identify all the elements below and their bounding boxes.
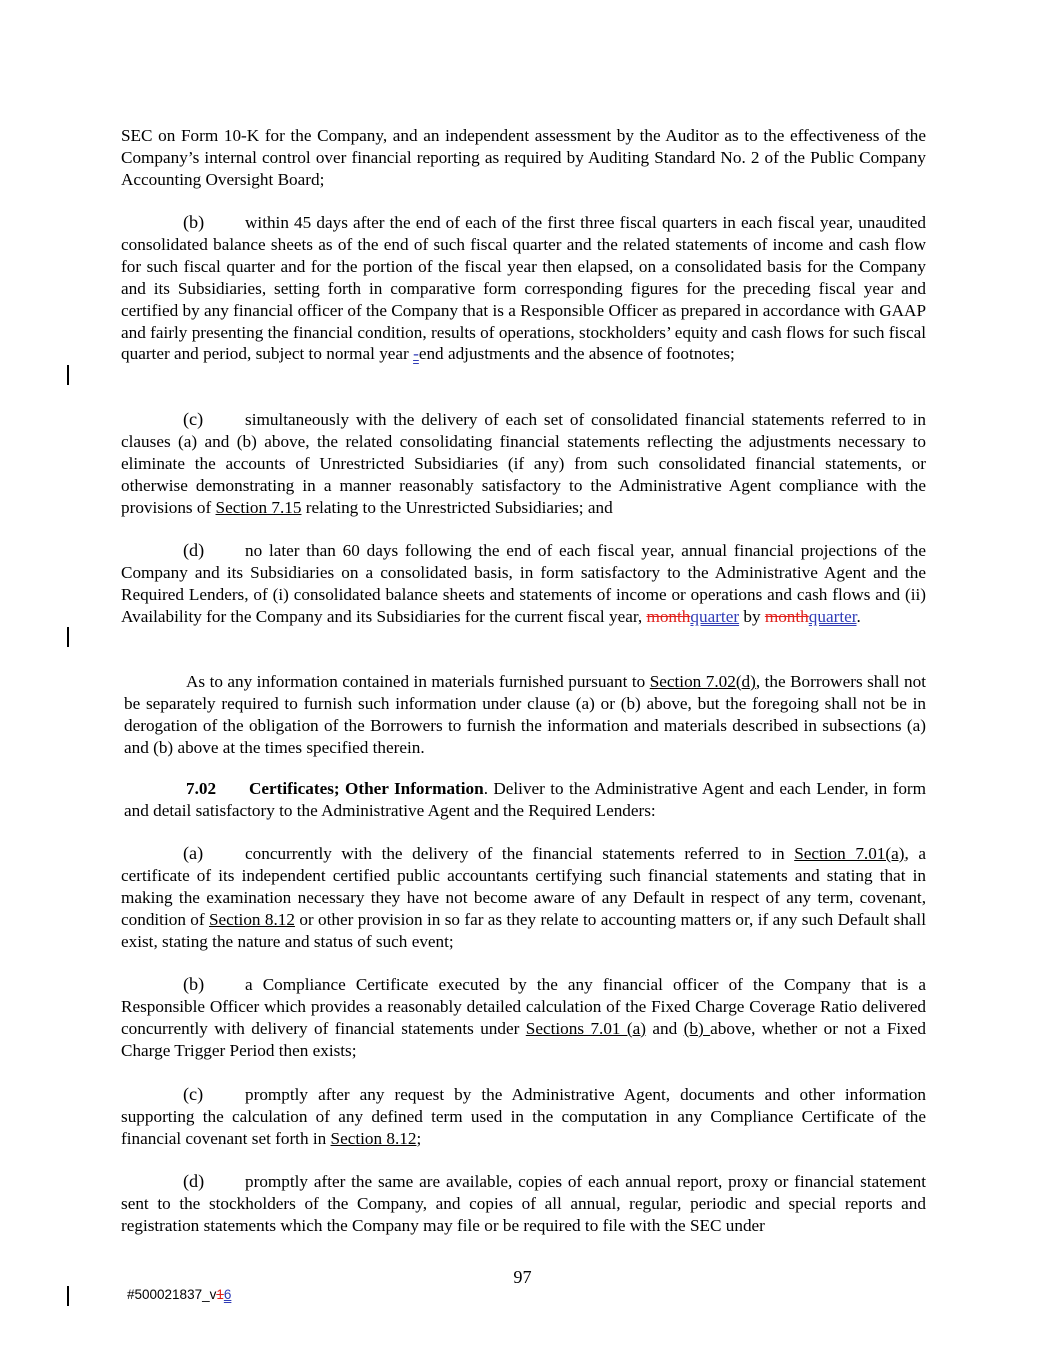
clause-text: above, whether or not a Fixed Charge Trigger Period then exists; [121, 1018, 926, 1060]
section-reference[interactable]: (b) [683, 1018, 711, 1038]
section-reference[interactable]: Section 7.02(d) [649, 672, 756, 691]
paragraph-c-consolidating [121, 409, 926, 519]
inserted-text: - [413, 344, 419, 364]
deleted-version: 1 [216, 1287, 224, 1302]
paragraph-b-compliance-certificate [121, 974, 926, 1062]
clause-text: concurrently with the delivery of the financial statements referred to in [245, 844, 795, 863]
inserted-text: quarter [808, 606, 857, 626]
section-reference[interactable]: Section 8.12 [330, 1128, 417, 1148]
clause-label: (c) [183, 409, 204, 429]
paragraph-b-financials [121, 212, 926, 365]
clause-text: simultaneously with the delivery of each set of consolidated financial statements referred to in clauses (a) and (b) above, the related consolidating financial statements reflecting the adjustments necessary to eliminate the accounts of Unrestricted Subsidiaries (if any) from such consolidated financial statements, or otherwise demonstrating in a manner reasonably satisfactory to the Administrative Agent compliance with the provisions of [121, 410, 926, 517]
page-number: 97 [513, 1267, 532, 1287]
deleted-text: month [646, 606, 691, 626]
section-reference[interactable]: Section 8.12 [208, 909, 295, 929]
inserted-version: 6 [223, 1287, 232, 1302]
clause-label: (c) [183, 1084, 204, 1104]
paragraph-a-accountant-certificate [121, 843, 926, 953]
deleted-text: month [764, 606, 809, 626]
section-heading: Certificates; Other Information [249, 779, 484, 798]
clause-text: , a certificate of its independent certified public accountants certifying such financial statements and stating that in making the examination necessary they have not become aware of any Default in respect of any term, covenant, condition of [121, 844, 926, 929]
clause-text: within 45 days after the end of each of the first three fiscal quarters in each fiscal year, unaudited consolidated balance sheets as of the end of such fiscal quarter and the related statements of income and cash flow for such fiscal quarter and for the portion of the fiscal year then elapsed, on a consolidated basis for the Company and its Subsidiaries, setting forth in comparative form corresponding figures for the preceding fiscal year and certified by any financial officer of the Company that is a Responsible Officer as prepared in accordance with GAAP and fairly presenting the financial condition, results of operations, stockholders’ equity and cash flows for such fiscal quarter and period, subject to normal year [121, 213, 926, 364]
intro-text: SEC on Form 10-K for the Company, and an independent assessment by the Auditor as to the effectiveness of the Company’s internal control over financial reporting as required by Auditing Standard No. 2 of the Public Company Accounting Oversight Board; [121, 126, 926, 189]
section-7-02 [124, 778, 926, 822]
section-text: . Deliver to the Administrative Agent and each Lender, in form and detail satisfactory to the Administrative Agent and the Required Lenders: [124, 779, 926, 820]
change-bar [67, 1286, 69, 1306]
paragraph-d-projections [121, 540, 926, 628]
paragraph-text: , the Borrowers shall not be separately required to furnish such information under clause (a) or (b) above, but the foregoing shall not be in derogation of the obligation of the Borrowers to furnish the information and materials described in subsections (a) and (b) above at the times specified therein. [124, 672, 926, 757]
clause-label: (d) [183, 1171, 205, 1191]
clause-label: (b) [183, 212, 205, 232]
change-bar [67, 365, 69, 385]
inserted-text: quarter [690, 606, 740, 626]
doc-id: #500021837_v [127, 1287, 217, 1302]
clause-text: no later than 60 days following the end of each fiscal year, annual financial projections of the Company and its Subsidiaries on a consolidated basis, in form satisfactory to the Administrative Agent and the Required Lenders, of (i) consolidated balance sheets and statements of income or operations and cash flows and (ii) Availability for the Company and its Subsidiaries for the current fiscal year, [121, 541, 926, 626]
section-reference[interactable]: Sections 7.01 (a) [525, 1018, 647, 1038]
clause-text: promptly after the same are available, copies of each annual report, proxy or financial statement sent to the stockholders of the Company, and copies of all annual, regular, periodic and special reports and registration statements which the Company may file or be required to file with the SEC under [121, 1172, 926, 1235]
clause-label: (a) [183, 843, 204, 863]
clause-text: . [856, 606, 861, 626]
clause-label: (b) [183, 974, 205, 994]
clause-text: by [739, 606, 765, 626]
clause-text: and [646, 1018, 684, 1038]
clause-text: promptly after any request by the Administrative Agent, documents and other information supporting the calculation of any defined term used in the computation in any Compliance Certificate of the financial covenant set forth in [121, 1085, 926, 1148]
document-id-footer [127, 1287, 231, 1302]
intro-paragraph [121, 125, 926, 191]
clause-label: (d) [183, 540, 205, 560]
change-bar [67, 627, 69, 647]
paragraph-c-supporting-information [121, 1084, 926, 1150]
paragraph-as-to-information [124, 671, 926, 759]
paragraph-d-annual-reports [121, 1171, 926, 1237]
section-number: 7.02 [186, 779, 217, 798]
section-reference[interactable]: Section 7.15 [215, 497, 302, 517]
clause-text: end adjustments and the absence of footnotes; [418, 344, 735, 364]
section-reference[interactable]: Section 7.01(a) [794, 844, 905, 863]
clause-text: relating to the Unrestricted Subsidiaries; and [301, 497, 613, 517]
clause-text: a Compliance Certificate executed by the any financial officer of the Company that is a Responsible Officer which provides a reasonably detailed calculation of the Fixed Charge Coverage Ratio delivered concurrently with delivery of financial statements under [121, 975, 926, 1038]
clause-text: ; [416, 1128, 422, 1148]
clause-text: or other provision in so far as they relate to accounting matters or, if any such Default shall exist, stating the nature and status of such event; [121, 909, 926, 951]
paragraph-text: As to any information contained in materials furnished pursuant to [186, 672, 650, 691]
